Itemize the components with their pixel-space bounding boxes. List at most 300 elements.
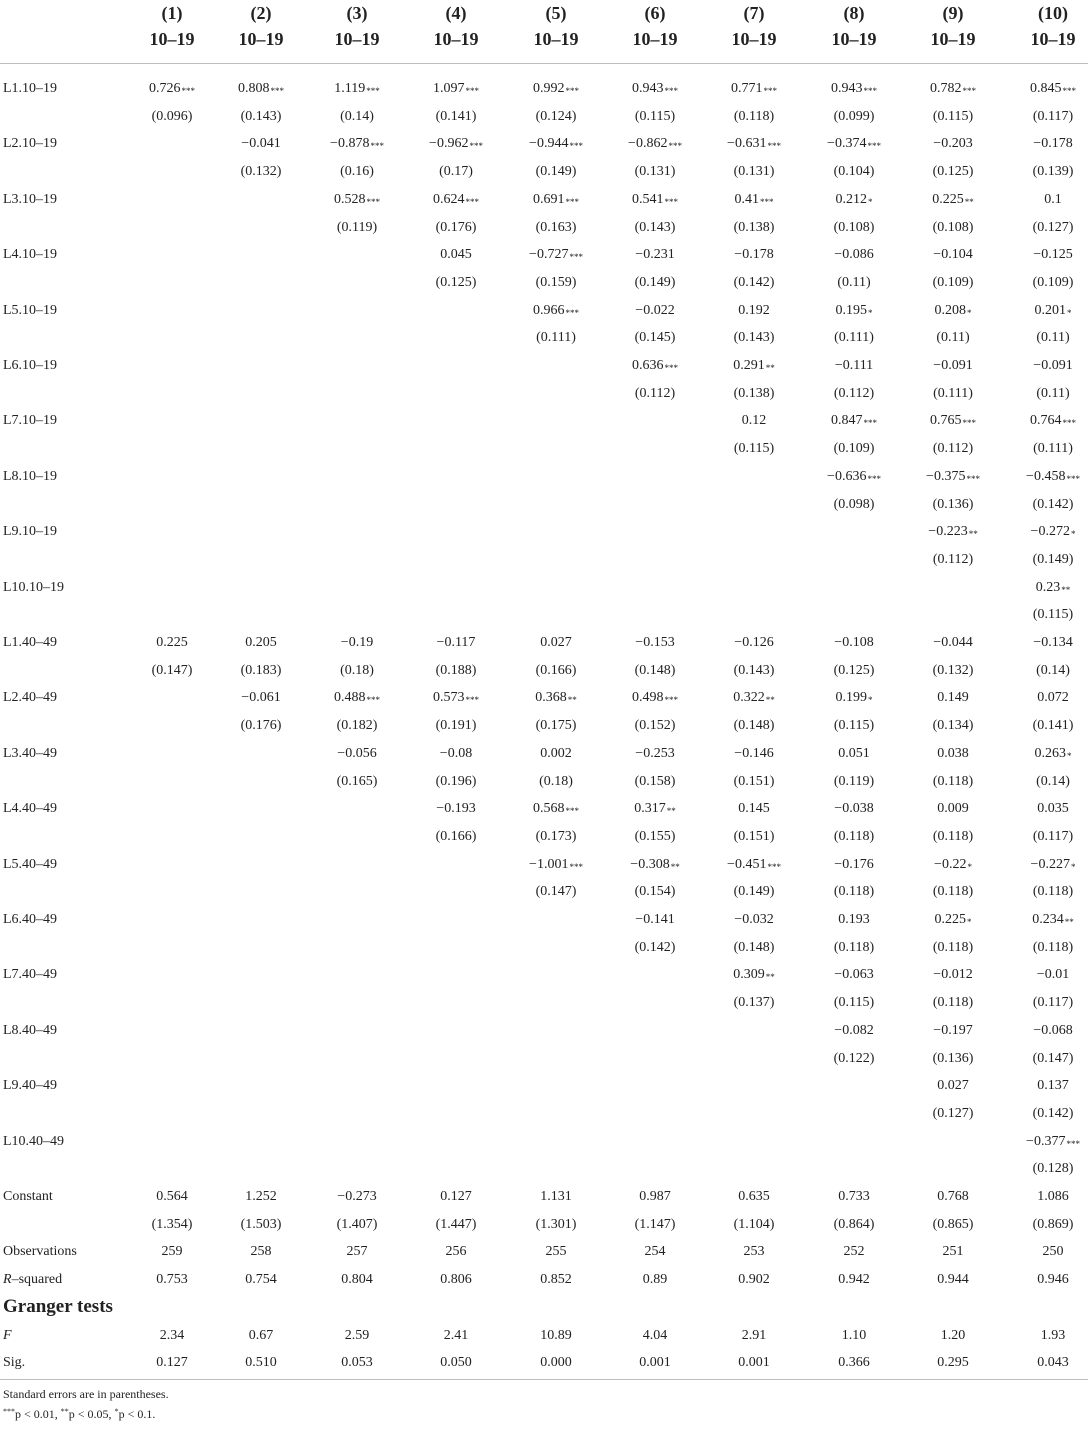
standard-error-cell: (0.098)	[833, 496, 875, 512]
significance-stars: ***	[763, 86, 777, 96]
coefficient-cell	[704, 407, 804, 435]
coefficient-cell	[704, 352, 804, 380]
significance-stars: ***	[962, 418, 976, 429]
significance-stars: ***	[569, 861, 583, 872]
coefficient-value: −0.451	[727, 856, 767, 872]
coefficient-cell	[605, 851, 705, 879]
standard-error-cell: 0.510	[245, 1355, 277, 1371]
standard-error-cell: 1.20	[940, 1327, 966, 1343]
coefficient-row	[0, 684, 1088, 712]
coefficient-value: 0.564	[156, 1189, 188, 1204]
coefficient-value: −0.944	[529, 136, 569, 152]
coefficient-value: 0.225	[932, 191, 964, 207]
significance-stars: ***	[565, 307, 579, 318]
standard-error-cell: (0.865)	[932, 1216, 974, 1232]
coefficient-cell	[506, 740, 606, 768]
coefficient-value: 0.038	[937, 745, 969, 761]
coefficient-cell	[406, 740, 506, 768]
row-label: L5.10–19	[3, 302, 58, 318]
coefficient-cell	[903, 684, 1003, 712]
coefficient-value: 0.072	[1037, 690, 1069, 706]
coefficient-value: 0.635	[738, 1189, 770, 1204]
standard-error-row	[0, 435, 1088, 463]
column-dependent-variable: 10–19	[533, 29, 579, 49]
standard-error-cell: (0.147)	[535, 884, 577, 900]
standard-error-cell: (0.166)	[535, 662, 577, 678]
standard-error-cell: (0.165)	[336, 773, 378, 789]
standard-error-cell: 0.366	[838, 1355, 870, 1371]
coefficient-value: 0.987	[639, 1189, 671, 1204]
coefficient-cell	[704, 906, 804, 934]
column-number: (2)	[250, 3, 272, 23]
standard-error-cell: 0.043	[1037, 1355, 1069, 1371]
standard-error-cell: (0.16)	[340, 164, 374, 180]
coefficient-cell	[704, 297, 804, 325]
coefficient-value: −0.041	[241, 136, 281, 152]
standard-error-cell: (0.119)	[833, 773, 875, 789]
coefficient-value: 1.119	[334, 81, 366, 96]
coefficient-value: 0.992	[533, 81, 565, 96]
significance-stars: ***	[664, 363, 678, 373]
standard-error-cell: 0.902	[738, 1272, 770, 1288]
standard-error-cell: 2.59	[344, 1327, 370, 1343]
coefficient-cell	[1003, 1072, 1088, 1100]
standard-error-row	[0, 158, 1088, 186]
row-label: L2.40–49	[3, 690, 58, 706]
standard-error-cell: (0.147)	[1032, 1050, 1074, 1066]
row-label: L7.10–19	[3, 413, 58, 429]
standard-error-cell: (0.173)	[535, 828, 577, 844]
standard-error-cell: (0.111)	[933, 385, 973, 401]
significance-stars: ***	[569, 252, 583, 263]
standard-error-cell: 2.34	[159, 1327, 185, 1343]
row-label: F	[3, 1327, 12, 1343]
coefficient-row	[0, 130, 1088, 158]
standard-error-cell: (0.118)	[932, 828, 974, 844]
standard-error-cell: (1.301)	[535, 1216, 577, 1232]
standard-error-cell: (0.14)	[1036, 773, 1070, 789]
standard-error-cell: 4.04	[642, 1327, 668, 1343]
coefficient-row	[0, 241, 1088, 269]
standard-error-cell: (0.143)	[733, 662, 775, 678]
standard-error-cell: (0.122)	[833, 1050, 875, 1066]
standard-error-cell: (0.175)	[535, 718, 577, 734]
row-label: L4.10–19	[3, 247, 58, 263]
row-label: L1.10–19	[3, 81, 58, 96]
coefficient-cell	[1003, 75, 1088, 103]
coefficient-row	[0, 795, 1088, 823]
coefficient-value: −0.038	[834, 801, 874, 817]
coefficient-value: 0.771	[731, 81, 763, 96]
column-dependent-variable: 10–19	[930, 29, 976, 49]
standard-error-cell: 0.050	[440, 1355, 472, 1371]
coefficient-value: 0.808	[238, 81, 270, 96]
footnote-standard-errors: Standard errors are in parentheses.	[3, 1386, 169, 1401]
standard-error-cell: (0.188)	[435, 662, 477, 678]
coefficient-value: 0.23	[1035, 579, 1061, 595]
column-number: (9)	[942, 3, 964, 23]
coefficient-value: −0.01	[1036, 967, 1070, 983]
standard-error-cell: (1.354)	[151, 1216, 193, 1232]
standard-error-cell: (0.138)	[733, 219, 775, 235]
significance-stars: ***	[1062, 86, 1076, 96]
coefficient-cell	[211, 130, 311, 158]
standard-error-row	[0, 1155, 1088, 1183]
significance-stars: ***	[664, 196, 678, 207]
coefficient-value: −0.636	[827, 468, 867, 484]
standard-error-cell: 0.001	[639, 1355, 671, 1371]
standard-error-row	[0, 103, 1088, 131]
standard-error-cell: (0.118)	[833, 939, 875, 955]
standard-error-cell: (0.132)	[240, 164, 282, 180]
coefficient-cell	[704, 629, 804, 657]
coefficient-value: −0.272	[1030, 524, 1070, 540]
standard-error-cell: (0.124)	[535, 108, 577, 124]
standard-error-cell: (0.11)	[1036, 330, 1070, 346]
standard-error-cell: (0.159)	[535, 274, 577, 290]
coefficient-value: 0.847	[831, 413, 863, 429]
standard-error-cell: (0.127)	[932, 1105, 974, 1121]
coefficient-value: −0.063	[834, 967, 874, 983]
row-label: L5.40–49	[3, 856, 58, 872]
standard-error-row	[0, 214, 1088, 242]
standard-error-cell: 251	[942, 1244, 964, 1260]
standard-error-cell: (0.118)	[932, 884, 974, 900]
coefficient-value: 0.212	[835, 191, 867, 207]
significance-row	[0, 1349, 1088, 1377]
standard-error-cell: (0.115)	[833, 995, 875, 1011]
standard-error-cell: (0.112)	[932, 551, 974, 567]
standard-error-cell: 256	[445, 1244, 467, 1260]
significance-stars: *	[114, 1406, 119, 1416]
coefficient-cell	[506, 795, 606, 823]
significance-stars: *	[1070, 529, 1076, 540]
significance-stars: ***	[1066, 1138, 1080, 1149]
column-dependent-variable: 10–19	[238, 29, 284, 49]
coefficient-value: −0.308	[630, 856, 670, 872]
standard-error-cell: (0.117)	[1032, 995, 1074, 1011]
significance-stars: *	[1067, 750, 1072, 761]
standard-error-row	[0, 657, 1088, 685]
standard-error-cell: (0.112)	[932, 441, 974, 457]
row-label: L6.40–49	[3, 912, 58, 927]
standard-error-cell: (0.117)	[1032, 828, 1074, 844]
significance-stars: ***	[565, 86, 579, 96]
coefficient-cell	[122, 629, 222, 657]
coefficient-value: −0.197	[933, 1022, 973, 1038]
coefficient-value: −0.08	[439, 745, 473, 761]
standard-error-cell: (0.125)	[932, 164, 974, 180]
standard-error-cell: (0.118)	[733, 108, 775, 124]
coefficient-cell	[804, 241, 904, 269]
coefficient-cell	[804, 684, 904, 712]
significance-stars: ***	[867, 473, 881, 484]
standard-error-cell: (0.111)	[536, 330, 576, 346]
header-rule	[0, 63, 1088, 64]
coefficient-cell	[605, 795, 705, 823]
significance-stars: ***	[366, 695, 380, 706]
coefficient-cell	[704, 684, 804, 712]
standard-error-cell: 1.93	[1040, 1327, 1066, 1343]
significance-stars: **	[1061, 584, 1071, 595]
standard-error-cell: 254	[644, 1244, 666, 1260]
coefficient-row	[0, 1072, 1088, 1100]
significance-stars: ***	[966, 473, 980, 484]
coefficient-value: 0.208	[934, 302, 966, 318]
standard-error-cell: (0.17)	[439, 164, 473, 180]
observations-row	[0, 1238, 1088, 1266]
significance-stars: ***	[465, 695, 479, 706]
coefficient-value: −0.044	[933, 635, 973, 650]
row-label: L7.40–49	[3, 967, 58, 983]
coefficient-cell	[804, 906, 904, 934]
coefficient-value: 0.137	[1037, 1078, 1069, 1094]
row-label: L1.40–49	[3, 635, 58, 650]
standard-error-cell: 0.754	[245, 1272, 277, 1288]
standard-error-cell: (0.182)	[336, 718, 378, 734]
coefficient-cell	[1003, 629, 1088, 657]
coefficient-cell	[406, 75, 506, 103]
coefficient-value: −0.068	[1033, 1022, 1073, 1038]
row-label: L10.40–49	[3, 1133, 65, 1149]
f-statistic-row	[0, 1322, 1088, 1350]
standard-error-cell: (0.136)	[932, 496, 974, 512]
coefficient-cell	[903, 241, 1003, 269]
coefficient-row	[0, 352, 1088, 380]
coefficient-cell	[804, 851, 904, 879]
coefficient-row	[0, 740, 1088, 768]
coefficient-cell	[1003, 684, 1088, 712]
coefficient-cell	[307, 130, 407, 158]
coefficient-cell	[1003, 1128, 1088, 1156]
standard-error-cell: (0.196)	[435, 773, 477, 789]
coefficient-cell	[903, 795, 1003, 823]
standard-error-cell: 0.804	[341, 1272, 373, 1288]
coefficient-cell	[1003, 130, 1088, 158]
standard-error-cell: 0.942	[838, 1272, 870, 1288]
coefficient-value: 0.726	[149, 81, 181, 96]
standard-error-cell: (0.142)	[634, 939, 676, 955]
r-italic: R	[3, 1272, 12, 1288]
coefficient-value: −0.153	[635, 635, 675, 650]
standard-error-cell: (0.131)	[634, 164, 676, 180]
coefficient-cell	[1003, 186, 1088, 214]
coefficient-cell	[506, 629, 606, 657]
coefficient-cell	[506, 130, 606, 158]
standard-error-cell: (0.176)	[240, 718, 282, 734]
coefficient-cell	[704, 851, 804, 879]
standard-error-cell: (0.141)	[435, 108, 477, 124]
standard-error-cell: 250	[1042, 1244, 1064, 1260]
standard-error-cell: (0.154)	[634, 884, 676, 900]
standard-error-cell: (0.109)	[932, 274, 974, 290]
coefficient-cell	[903, 1017, 1003, 1045]
coefficient-value: 0.201	[1034, 302, 1066, 318]
coefficient-value: 0.573	[433, 690, 465, 706]
row-label	[3, 1266, 62, 1294]
coefficient-cell	[903, 1183, 1003, 1211]
standard-error-cell: (0.111)	[834, 330, 874, 346]
coefficient-value: −0.178	[1033, 136, 1073, 152]
coefficient-value: −0.126	[734, 635, 774, 650]
significance-stars: *	[1070, 861, 1076, 872]
standard-error-cell: (0.134)	[932, 718, 974, 734]
row-label: Constant	[3, 1189, 53, 1204]
coefficient-cell	[704, 740, 804, 768]
column-number: (10)	[1038, 3, 1068, 23]
coefficient-cell	[903, 851, 1003, 879]
standard-error-cell: (0.143)	[634, 219, 676, 235]
standard-error-cell: (0.14)	[1036, 662, 1070, 678]
coefficient-value: −0.111	[834, 358, 874, 373]
standard-error-row	[0, 324, 1088, 352]
column-number: (1)	[161, 3, 183, 23]
coefficient-cell	[903, 629, 1003, 657]
significance-stars: **	[670, 861, 680, 872]
column-number: (8)	[843, 3, 865, 23]
coefficient-cell	[406, 186, 506, 214]
significance-stars: ***	[565, 806, 579, 817]
coefficient-cell	[605, 75, 705, 103]
column-dependent-variable: 10–19	[831, 29, 877, 49]
coefficient-cell	[211, 75, 311, 103]
standard-error-cell: (0.112)	[833, 385, 875, 401]
coefficient-value: 0.624	[433, 191, 465, 207]
coefficient-value: 0.127	[440, 1189, 472, 1204]
footer-rule	[0, 1379, 1088, 1380]
significance-stars: *	[868, 695, 873, 706]
coefficient-cell	[122, 75, 222, 103]
standard-error-cell: 257	[346, 1244, 368, 1260]
coefficient-value: −0.141	[635, 912, 675, 927]
standard-error-cell: (0.142)	[733, 274, 775, 290]
coefficient-value: −0.104	[933, 247, 973, 263]
standard-error-cell: (0.139)	[1032, 164, 1074, 180]
standard-error-cell: 258	[250, 1244, 272, 1260]
coefficient-cell	[804, 1183, 904, 1211]
coefficient-cell	[307, 186, 407, 214]
coefficient-value: −1.001	[529, 856, 569, 872]
coefficient-value: 0.145	[738, 801, 770, 817]
column-dependent-variable: 10–19	[149, 29, 195, 49]
standard-error-cell: (0.118)	[1032, 884, 1074, 900]
r-squared-row	[0, 1266, 1088, 1294]
coefficient-value: 0.768	[937, 1189, 969, 1204]
standard-error-cell: 10.89	[540, 1327, 572, 1343]
coefficient-cell	[903, 186, 1003, 214]
coefficient-cell	[307, 75, 407, 103]
coefficient-value: 1.252	[245, 1189, 277, 1204]
coefficient-value: 0.027	[937, 1078, 969, 1094]
standard-error-cell: 0.053	[341, 1355, 373, 1371]
standard-error-cell: (0.125)	[833, 662, 875, 678]
significance-stars: ***	[565, 196, 579, 207]
coefficient-cell	[903, 352, 1003, 380]
footnote-text: p < 0.1.	[118, 1406, 156, 1421]
row-label: L9.40–49	[3, 1078, 58, 1094]
coefficient-cell	[704, 241, 804, 269]
coefficient-cell	[903, 297, 1003, 325]
coefficient-cell	[1003, 241, 1088, 269]
significance-stars: ***	[664, 86, 678, 96]
standard-error-cell: 253	[743, 1244, 765, 1260]
standard-error-row	[0, 878, 1088, 906]
coefficient-value: 0.41	[734, 191, 759, 207]
coefficient-value: 0.322	[733, 690, 765, 706]
coefficient-value: 0.765	[930, 413, 962, 429]
coefficient-value: −0.193	[436, 801, 476, 817]
coefficient-value: 0.943	[632, 81, 664, 96]
coefficient-cell	[122, 1183, 222, 1211]
coefficient-value: 0.027	[540, 635, 572, 650]
standard-error-cell: (0.136)	[932, 1050, 974, 1066]
standard-error-cell: (0.145)	[634, 330, 676, 346]
coefficient-cell	[903, 130, 1003, 158]
coefficient-cell	[605, 241, 705, 269]
standard-error-cell: (0.109)	[833, 441, 875, 457]
coefficient-cell	[1003, 1017, 1088, 1045]
coefficient-value: 0.263	[1034, 745, 1066, 761]
column-dependent-variable: 10–19	[731, 29, 777, 49]
coefficient-row	[0, 518, 1088, 546]
coefficient-cell	[605, 352, 705, 380]
coefficient-value: −0.086	[834, 247, 874, 263]
standard-error-row	[0, 934, 1088, 962]
standard-error-cell: (0.149)	[535, 164, 577, 180]
standard-error-cell: 255	[545, 1244, 567, 1260]
row-label: L6.10–19	[3, 358, 58, 373]
standard-error-cell: (0.108)	[833, 219, 875, 235]
significance-stars: ***	[366, 86, 380, 96]
r-rest: –squared	[11, 1272, 63, 1288]
standard-error-cell: (0.143)	[240, 108, 282, 124]
coefficient-value: 0.488	[334, 690, 366, 706]
standard-error-cell: (0.138)	[733, 385, 775, 401]
significance-stars: *	[868, 307, 873, 318]
coefficient-row	[0, 186, 1088, 214]
coefficient-cell	[704, 961, 804, 989]
significance-stars: ***	[1066, 473, 1080, 484]
coefficient-cell	[804, 352, 904, 380]
significance-stars: **	[1064, 917, 1074, 927]
coefficient-value: −0.061	[241, 690, 281, 706]
coefficient-value: −0.22	[934, 856, 967, 872]
coefficient-cell	[211, 684, 311, 712]
coefficient-cell	[804, 961, 904, 989]
significance-stars: **	[765, 363, 775, 373]
coefficient-cell	[307, 684, 407, 712]
coefficient-value: 0.225	[156, 635, 188, 650]
standard-error-cell: (0.118)	[932, 995, 974, 1011]
standard-error-row	[0, 546, 1088, 574]
footnote-significance	[3, 1407, 155, 1422]
coefficient-value: −0.125	[1033, 247, 1073, 263]
standard-error-cell: (0.127)	[1032, 219, 1074, 235]
coefficient-value: 0.149	[937, 690, 969, 706]
standard-error-cell: 0.944	[937, 1272, 969, 1288]
standard-error-cell: (0.11)	[1036, 385, 1070, 401]
standard-error-row	[0, 989, 1088, 1017]
standard-error-cell: (0.115)	[634, 108, 676, 124]
significance-stars: *	[967, 861, 972, 872]
standard-error-cell: 0.127	[156, 1355, 188, 1371]
row-label: L3.10–19	[3, 191, 58, 207]
coefficient-value: −0.134	[1033, 635, 1073, 650]
coefficient-cell	[704, 1183, 804, 1211]
column-dependent-variable: 10–19	[1030, 29, 1076, 49]
standard-error-cell: (1.104)	[733, 1216, 775, 1232]
standard-error-cell: (0.115)	[932, 108, 974, 124]
